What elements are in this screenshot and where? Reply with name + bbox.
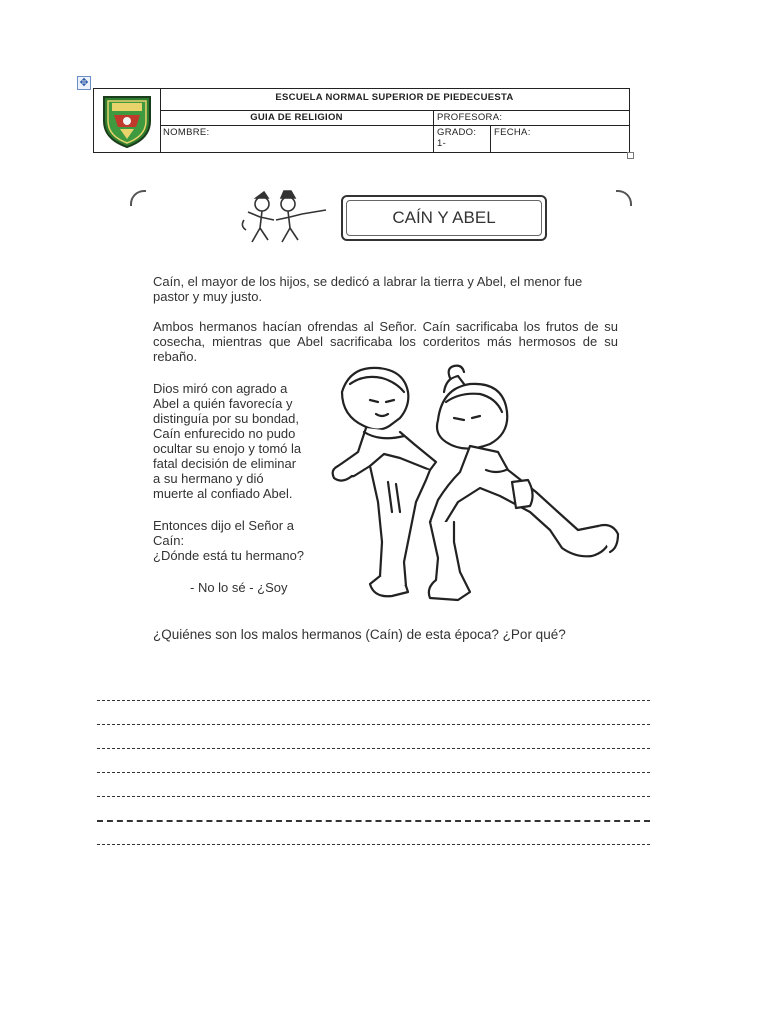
school-name: ESCUELA NORMAL SUPERIOR DE PIEDECUESTA	[275, 92, 514, 103]
table-resize-handle-icon[interactable]	[627, 152, 634, 159]
paragraph-3-line: Abel a quién favorecía y	[153, 396, 293, 411]
paragraph-3-line: ocultar su enojo y tomó la	[153, 441, 302, 456]
cain-and-abel-fighting-illustration	[330, 362, 620, 620]
teacher-field[interactable]: PROFESORA:	[437, 112, 503, 123]
paragraph-3-line: muerte al confiado Abel.	[153, 486, 293, 501]
answer-line[interactable]	[97, 772, 650, 773]
paragraph-3-line: fatal decisión de eliminar	[153, 456, 297, 471]
paragraph-3-line: distinguía por su bondad,	[153, 411, 299, 426]
grade-label: GRADO:	[437, 127, 477, 138]
paragraph-5: - No lo sé - ¿Soy	[190, 580, 288, 595]
name-field[interactable]: NOMBRE:	[160, 126, 434, 152]
header-table	[93, 88, 630, 153]
frame-corner-left	[130, 190, 146, 206]
question-text: ¿Quiénes son los malos hermanos (Caín) de esta época? ¿Por qué?	[153, 627, 566, 642]
school-logo-cell	[94, 89, 161, 152]
paragraph-2: Ambos hermanos hacían ofrendas al Señor. Caín sacrificaba los frutos de su cosecha, mientras que Abel sacrificaba los corderitos más hermosos de su rebaño.	[153, 319, 618, 364]
answer-line[interactable]	[97, 844, 650, 845]
answer-line[interactable]	[97, 748, 650, 749]
page-title: CAÍN Y ABEL	[346, 200, 542, 236]
paragraph-4-line: Caín:	[153, 533, 185, 548]
answer-line[interactable]	[97, 796, 650, 797]
answer-line[interactable]	[97, 820, 650, 822]
table-move-handle-icon[interactable]: ✥	[77, 76, 91, 90]
paragraph-3-line: Dios miró con agrado a	[153, 381, 288, 396]
paragraph-3	[153, 381, 328, 501]
paragraph-3-line: a su hermano y dió	[153, 471, 264, 486]
cartoon-figures-illustration	[236, 190, 330, 246]
paragraph-1: Caín, el mayor de los hijos, se dedicó a labrar la tierra y Abel, el menor fue pastor y muy justo.	[153, 274, 583, 304]
grade-field[interactable]	[434, 126, 491, 152]
school-shield-logo-icon	[100, 91, 154, 149]
frame-corner-right	[616, 190, 632, 206]
guide-title: GUIA DE RELIGION	[160, 111, 434, 125]
student-row	[160, 126, 629, 152]
paragraph-3-line: Caín enfurecido no pudo	[153, 426, 296, 441]
guide-row	[160, 111, 629, 126]
paragraph-4	[153, 518, 333, 563]
paragraph-4-line: ¿Dónde está tu hermano?	[153, 548, 305, 563]
school-name-row	[160, 89, 629, 111]
grade-value: 1-	[437, 138, 447, 149]
answer-line[interactable]	[97, 700, 650, 701]
title-box	[341, 195, 547, 241]
date-field[interactable]: FECHA:	[494, 127, 531, 138]
answer-line[interactable]	[97, 724, 650, 725]
paragraph-4-line: Entonces dijo el Señor a	[153, 518, 294, 533]
